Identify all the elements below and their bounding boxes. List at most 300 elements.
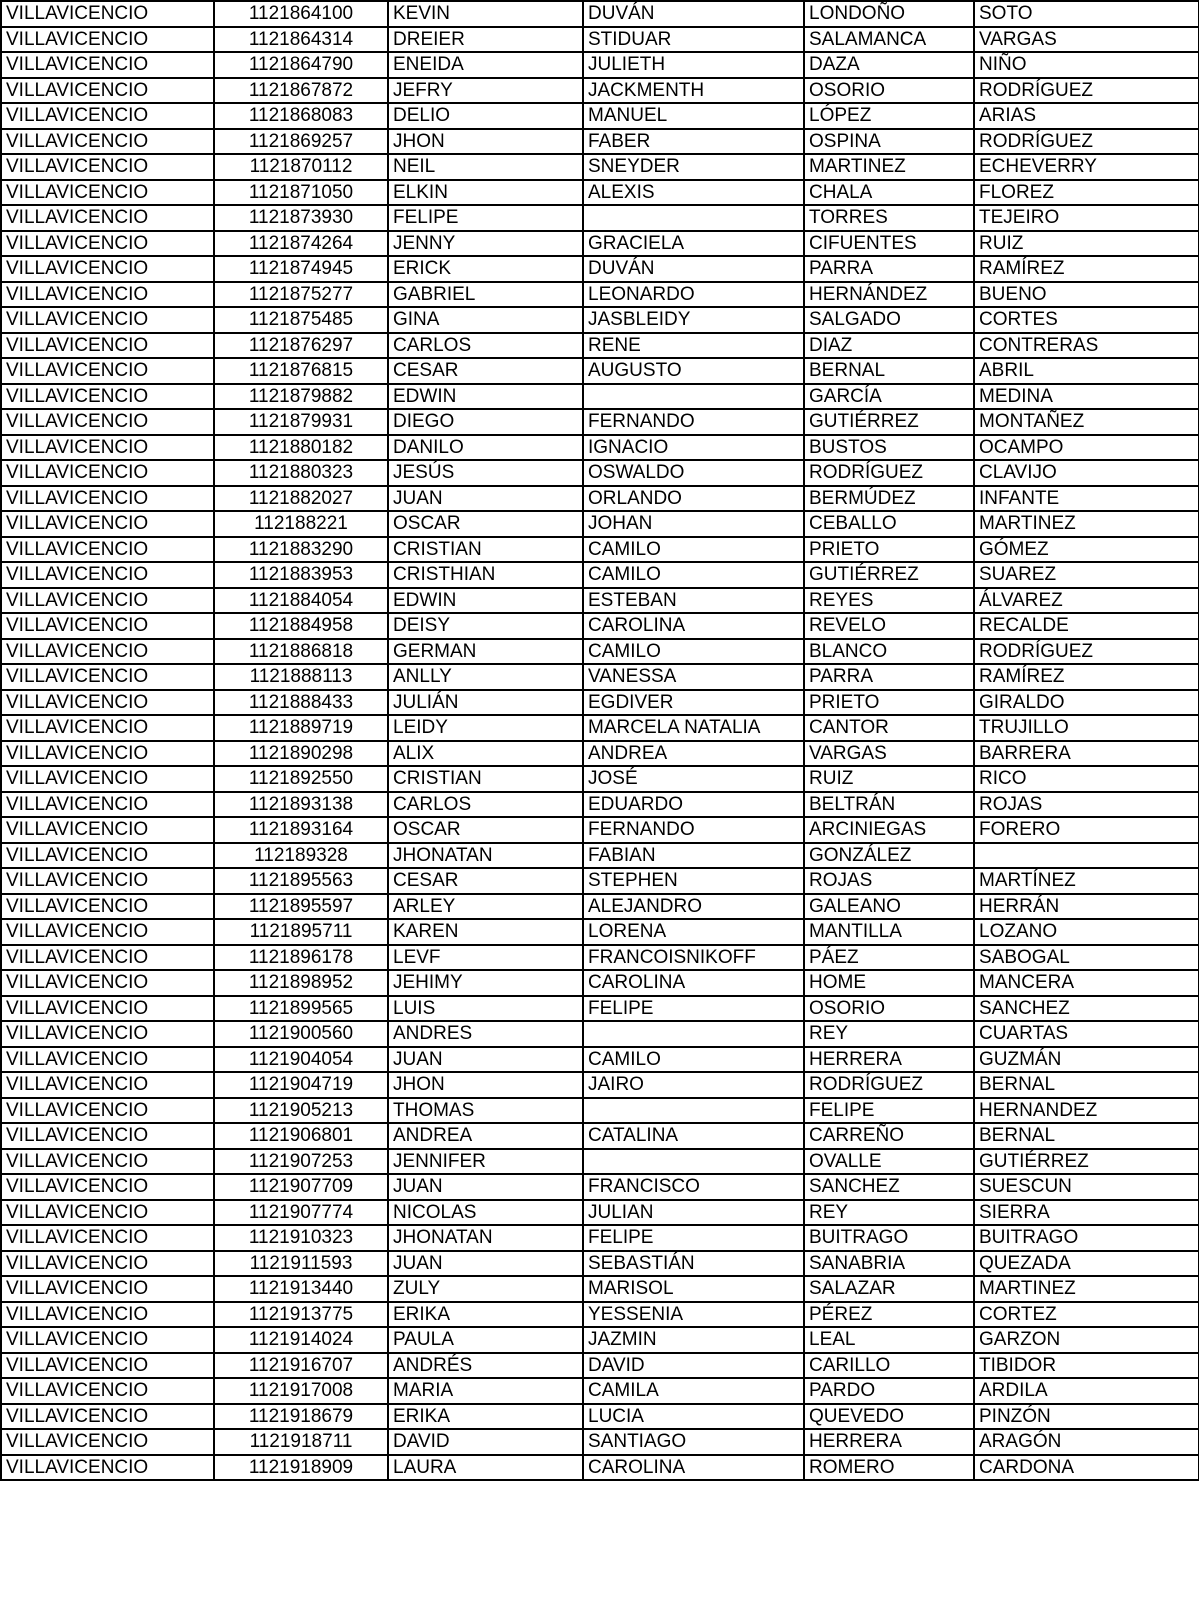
second-surname-cell: CARDONA [974,1455,1199,1481]
city-cell: VILLAVICENCIO [1,766,214,792]
first-name-cell: OSCAR [388,511,583,537]
middle-name-cell: ALEJANDRO [583,894,804,920]
id-number-cell: 1121874264 [214,231,388,257]
second-surname-cell: HERRÁN [974,894,1199,920]
city-cell: VILLAVICENCIO [1,180,214,206]
second-surname-cell: SUESCUN [974,1174,1199,1200]
table-row [1,1251,1199,1277]
first-surname-cell: DAZA [804,52,974,78]
id-number-cell: 1121879882 [214,384,388,410]
table-row [1,1225,1199,1251]
first-name-cell: ERIKA [388,1404,583,1430]
table-row [1,792,1199,818]
first-surname-cell: RODRÍGUEZ [804,460,974,486]
city-cell: VILLAVICENCIO [1,460,214,486]
second-surname-cell: BARRERA [974,741,1199,767]
id-number-cell: 1121898952 [214,970,388,996]
second-surname-cell: MONTAÑEZ [974,409,1199,435]
middle-name-cell: STEPHEN [583,868,804,894]
second-surname-cell: ÁLVAREZ [974,588,1199,614]
id-number-cell: 1121890298 [214,741,388,767]
first-name-cell: ANDREA [388,1123,583,1149]
middle-name-cell: DAVID [583,1353,804,1379]
first-surname-cell: SALAZAR [804,1276,974,1302]
city-cell: VILLAVICENCIO [1,868,214,894]
second-surname-cell: ARAGÓN [974,1429,1199,1455]
middle-name-cell: DUVÁN [583,1,804,27]
id-number-cell: 1121904719 [214,1072,388,1098]
city-cell: VILLAVICENCIO [1,154,214,180]
id-number-cell: 1121907774 [214,1200,388,1226]
table-row [1,1047,1199,1073]
middle-name-cell: ORLANDO [583,486,804,512]
first-name-cell: JENNIFER [388,1149,583,1175]
first-surname-cell: PRIETO [804,690,974,716]
table-row [1,894,1199,920]
city-cell: VILLAVICENCIO [1,894,214,920]
id-number-cell: 1121864790 [214,52,388,78]
id-number-cell: 1121904054 [214,1047,388,1073]
middle-name-cell [583,1021,804,1047]
first-name-cell: DEISY [388,613,583,639]
id-number-cell: 1121896178 [214,945,388,971]
city-cell: VILLAVICENCIO [1,1072,214,1098]
middle-name-cell: LEONARDO [583,282,804,308]
id-number-cell: 1121884958 [214,613,388,639]
table-row [1,1174,1199,1200]
second-surname-cell: BUENO [974,282,1199,308]
id-number-cell: 1121918909 [214,1455,388,1481]
middle-name-cell: JAIRO [583,1072,804,1098]
id-number-cell: 1121913440 [214,1276,388,1302]
table-row [1,78,1199,104]
table-row [1,1276,1199,1302]
second-surname-cell: CUARTAS [974,1021,1199,1047]
middle-name-cell: CAMILO [583,1047,804,1073]
first-surname-cell: GUTIÉRREZ [804,409,974,435]
middle-name-cell: CAMILO [583,562,804,588]
second-surname-cell: TEJEIRO [974,205,1199,231]
city-cell: VILLAVICENCIO [1,613,214,639]
first-name-cell: LAURA [388,1455,583,1481]
second-surname-cell: RODRÍGUEZ [974,78,1199,104]
city-cell: VILLAVICENCIO [1,1251,214,1277]
first-name-cell: LUIS [388,996,583,1022]
city-cell: VILLAVICENCIO [1,690,214,716]
first-name-cell: DIEGO [388,409,583,435]
city-cell: VILLAVICENCIO [1,511,214,537]
city-cell: VILLAVICENCIO [1,27,214,53]
id-number-cell: 1121918711 [214,1429,388,1455]
table-row [1,1404,1199,1430]
middle-name-cell: CATALINA [583,1123,804,1149]
table-row [1,1149,1199,1175]
middle-name-cell: LORENA [583,919,804,945]
city-cell: VILLAVICENCIO [1,231,214,257]
table-row [1,1098,1199,1124]
middle-name-cell: JOHAN [583,511,804,537]
second-surname-cell: OCAMPO [974,435,1199,461]
table-row [1,613,1199,639]
table-row [1,919,1199,945]
second-surname-cell: RODRÍGUEZ [974,129,1199,155]
first-name-cell: JUAN [388,1174,583,1200]
table-row [1,970,1199,996]
first-surname-cell: LONDOÑO [804,1,974,27]
second-surname-cell: BERNAL [974,1123,1199,1149]
city-cell: VILLAVICENCIO [1,843,214,869]
table-row [1,231,1199,257]
city-cell: VILLAVICENCIO [1,588,214,614]
city-cell: VILLAVICENCIO [1,256,214,282]
middle-name-cell [583,384,804,410]
first-surname-cell: SANABRIA [804,1251,974,1277]
first-name-cell: CARLOS [388,333,583,359]
second-surname-cell: RODRÍGUEZ [974,639,1199,665]
middle-name-cell: YESSENIA [583,1302,804,1328]
second-surname-cell [974,843,1199,869]
table-row [1,1,1199,27]
first-name-cell: JEFRY [388,78,583,104]
middle-name-cell: STIDUAR [583,27,804,53]
first-surname-cell: OSORIO [804,78,974,104]
table-row [1,511,1199,537]
first-surname-cell: RODRÍGUEZ [804,1072,974,1098]
second-surname-cell: BERNAL [974,1072,1199,1098]
id-number-cell: 1121892550 [214,766,388,792]
second-surname-cell: RAMÍREZ [974,664,1199,690]
city-cell: VILLAVICENCIO [1,1,214,27]
first-name-cell: GABRIEL [388,282,583,308]
second-surname-cell: SIERRA [974,1200,1199,1226]
first-surname-cell: PARRA [804,256,974,282]
first-surname-cell: DIAZ [804,333,974,359]
first-name-cell: JHONATAN [388,1225,583,1251]
middle-name-cell: JACKMENTH [583,78,804,104]
first-name-cell: MARIA [388,1378,583,1404]
first-surname-cell: CEBALLO [804,511,974,537]
id-number-cell: 1121895563 [214,868,388,894]
id-number-cell: 1121886818 [214,639,388,665]
first-surname-cell: REY [804,1200,974,1226]
middle-name-cell: DUVÁN [583,256,804,282]
id-number-cell: 1121906801 [214,1123,388,1149]
records-body [1,1,1199,1480]
id-number-cell: 112189328 [214,843,388,869]
second-surname-cell: CONTRERAS [974,333,1199,359]
city-cell: VILLAVICENCIO [1,562,214,588]
id-number-cell: 1121905213 [214,1098,388,1124]
city-cell: VILLAVICENCIO [1,1149,214,1175]
id-number-cell: 1121913775 [214,1302,388,1328]
table-row [1,1353,1199,1379]
second-surname-cell: ROJAS [974,792,1199,818]
first-name-cell: PAULA [388,1327,583,1353]
first-surname-cell: PRIETO [804,537,974,563]
table-row [1,843,1199,869]
city-cell: VILLAVICENCIO [1,205,214,231]
second-surname-cell: GUTIÉRREZ [974,1149,1199,1175]
table-row [1,307,1199,333]
first-surname-cell: GUTIÉRREZ [804,562,974,588]
table-row [1,460,1199,486]
first-name-cell: JESÚS [388,460,583,486]
first-name-cell: LEVF [388,945,583,971]
first-surname-cell: BUITRAGO [804,1225,974,1251]
city-cell: VILLAVICENCIO [1,639,214,665]
first-name-cell: ALIX [388,741,583,767]
table-row [1,180,1199,206]
city-cell: VILLAVICENCIO [1,970,214,996]
middle-name-cell: IGNACIO [583,435,804,461]
id-number-cell: 1121879931 [214,409,388,435]
city-cell: VILLAVICENCIO [1,1302,214,1328]
first-surname-cell: TORRES [804,205,974,231]
city-cell: VILLAVICENCIO [1,996,214,1022]
first-surname-cell: CANTOR [804,715,974,741]
city-cell: VILLAVICENCIO [1,129,214,155]
id-number-cell: 1121873930 [214,205,388,231]
middle-name-cell: CAROLINA [583,1455,804,1481]
middle-name-cell: CAMILO [583,639,804,665]
id-number-cell: 1121895711 [214,919,388,945]
id-number-cell: 1121883953 [214,562,388,588]
table-row [1,817,1199,843]
first-name-cell: FELIPE [388,205,583,231]
table-row [1,996,1199,1022]
first-name-cell: EDWIN [388,588,583,614]
id-number-cell: 1121918679 [214,1404,388,1430]
id-number-cell: 1121899565 [214,996,388,1022]
city-cell: VILLAVICENCIO [1,715,214,741]
first-name-cell: OSCAR [388,817,583,843]
id-number-cell: 1121871050 [214,180,388,206]
second-surname-cell: MARTÍNEZ [974,868,1199,894]
middle-name-cell: JULIETH [583,52,804,78]
first-name-cell: NEIL [388,154,583,180]
second-surname-cell: CORTEZ [974,1302,1199,1328]
table-row [1,129,1199,155]
middle-name-cell: FABIAN [583,843,804,869]
second-surname-cell: MANCERA [974,970,1199,996]
first-surname-cell: OVALLE [804,1149,974,1175]
table-row [1,639,1199,665]
first-name-cell: DAVID [388,1429,583,1455]
id-number-cell: 1121895597 [214,894,388,920]
first-surname-cell: BLANCO [804,639,974,665]
second-surname-cell: FORERO [974,817,1199,843]
second-surname-cell: CLAVIJO [974,460,1199,486]
city-cell: VILLAVICENCIO [1,1200,214,1226]
id-number-cell: 1121875485 [214,307,388,333]
first-name-cell: ENEIDA [388,52,583,78]
middle-name-cell: CAMILO [583,537,804,563]
first-name-cell: JENNY [388,231,583,257]
table-row [1,1200,1199,1226]
second-surname-cell: INFANTE [974,486,1199,512]
city-cell: VILLAVICENCIO [1,409,214,435]
table-row [1,588,1199,614]
second-surname-cell: NIÑO [974,52,1199,78]
first-surname-cell: HOME [804,970,974,996]
middle-name-cell: JASBLEIDY [583,307,804,333]
middle-name-cell: JULIAN [583,1200,804,1226]
middle-name-cell: GRACIELA [583,231,804,257]
id-number-cell: 1121914024 [214,1327,388,1353]
first-name-cell: CRISTIAN [388,766,583,792]
table-row [1,741,1199,767]
middle-name-cell: FABER [583,129,804,155]
first-surname-cell: REY [804,1021,974,1047]
table-row [1,1378,1199,1404]
table-row [1,154,1199,180]
id-number-cell: 1121917008 [214,1378,388,1404]
id-number-cell: 1121884054 [214,588,388,614]
second-surname-cell: TRUJILLO [974,715,1199,741]
middle-name-cell: FERNANDO [583,817,804,843]
first-name-cell: ERIKA [388,1302,583,1328]
middle-name-cell: ANDREA [583,741,804,767]
first-surname-cell: PÉREZ [804,1302,974,1328]
first-name-cell: JUAN [388,1047,583,1073]
first-surname-cell: CARILLO [804,1353,974,1379]
city-cell: VILLAVICENCIO [1,1047,214,1073]
first-name-cell: KAREN [388,919,583,945]
second-surname-cell: GUZMÁN [974,1047,1199,1073]
city-cell: VILLAVICENCIO [1,664,214,690]
table-row [1,1327,1199,1353]
id-number-cell: 1121864314 [214,27,388,53]
first-surname-cell: VARGAS [804,741,974,767]
second-surname-cell: LOZANO [974,919,1199,945]
city-cell: VILLAVICENCIO [1,282,214,308]
id-number-cell: 1121864100 [214,1,388,27]
city-cell: VILLAVICENCIO [1,1404,214,1430]
first-surname-cell: ARCINIEGAS [804,817,974,843]
second-surname-cell: HERNANDEZ [974,1098,1199,1124]
city-cell: VILLAVICENCIO [1,537,214,563]
first-surname-cell: REYES [804,588,974,614]
first-name-cell: KEVIN [388,1,583,27]
second-surname-cell: PINZÓN [974,1404,1199,1430]
middle-name-cell [583,1098,804,1124]
first-surname-cell: SALGADO [804,307,974,333]
first-name-cell: CESAR [388,358,583,384]
table-row [1,766,1199,792]
id-number-cell: 1121876297 [214,333,388,359]
second-surname-cell: GÓMEZ [974,537,1199,563]
city-cell: VILLAVICENCIO [1,1429,214,1455]
second-surname-cell: SOTO [974,1,1199,27]
city-cell: VILLAVICENCIO [1,1327,214,1353]
city-cell: VILLAVICENCIO [1,486,214,512]
table-row [1,690,1199,716]
city-cell: VILLAVICENCIO [1,792,214,818]
id-number-cell: 1121907253 [214,1149,388,1175]
first-name-cell: ANDRÉS [388,1353,583,1379]
first-name-cell: CARLOS [388,792,583,818]
city-cell: VILLAVICENCIO [1,435,214,461]
table-row [1,1021,1199,1047]
first-surname-cell: GARCÍA [804,384,974,410]
middle-name-cell: EGDIVER [583,690,804,716]
city-cell: VILLAVICENCIO [1,1123,214,1149]
first-surname-cell: ROMERO [804,1455,974,1481]
first-surname-cell: QUEVEDO [804,1404,974,1430]
city-cell: VILLAVICENCIO [1,384,214,410]
first-name-cell: DANILO [388,435,583,461]
id-number-cell: 1121882027 [214,486,388,512]
city-cell: VILLAVICENCIO [1,1353,214,1379]
first-surname-cell: GALEANO [804,894,974,920]
middle-name-cell: LUCIA [583,1404,804,1430]
table-row [1,384,1199,410]
table-row [1,715,1199,741]
first-surname-cell: OSPINA [804,129,974,155]
middle-name-cell: FRANCOISNIKOFF [583,945,804,971]
second-surname-cell: RAMÍREZ [974,256,1199,282]
second-surname-cell: ECHEVERRY [974,154,1199,180]
first-name-cell: ARLEY [388,894,583,920]
city-cell: VILLAVICENCIO [1,1174,214,1200]
city-cell: VILLAVICENCIO [1,741,214,767]
first-surname-cell: CARREÑO [804,1123,974,1149]
second-surname-cell: GARZON [974,1327,1199,1353]
first-name-cell: CRISTIAN [388,537,583,563]
first-surname-cell: SANCHEZ [804,1174,974,1200]
first-name-cell: JUAN [388,486,583,512]
table-row [1,1072,1199,1098]
id-number-cell: 1121911593 [214,1251,388,1277]
middle-name-cell: MANUEL [583,103,804,129]
city-cell: VILLAVICENCIO [1,52,214,78]
first-name-cell: JHONATAN [388,843,583,869]
middle-name-cell: MARISOL [583,1276,804,1302]
second-surname-cell: SANCHEZ [974,996,1199,1022]
middle-name-cell: AUGUSTO [583,358,804,384]
table-row [1,409,1199,435]
table-row [1,1429,1199,1455]
first-name-cell: GERMAN [388,639,583,665]
middle-name-cell: OSWALDO [583,460,804,486]
first-surname-cell: PARRA [804,664,974,690]
first-name-cell: JEHIMY [388,970,583,996]
table-row [1,1123,1199,1149]
first-surname-cell: MARTINEZ [804,154,974,180]
second-surname-cell: SUAREZ [974,562,1199,588]
id-number-cell: 1121893164 [214,817,388,843]
id-number-cell: 1121888433 [214,690,388,716]
first-surname-cell: FELIPE [804,1098,974,1124]
middle-name-cell: ESTEBAN [583,588,804,614]
middle-name-cell: CAMILA [583,1378,804,1404]
second-surname-cell: SABOGAL [974,945,1199,971]
id-number-cell: 1121880323 [214,460,388,486]
city-cell: VILLAVICENCIO [1,1098,214,1124]
table-row [1,664,1199,690]
middle-name-cell: MARCELA NATALIA [583,715,804,741]
id-number-cell: 1121874945 [214,256,388,282]
table-row [1,205,1199,231]
table-row [1,52,1199,78]
middle-name-cell: FELIPE [583,1225,804,1251]
first-name-cell: JUAN [388,1251,583,1277]
id-number-cell: 1121916707 [214,1353,388,1379]
city-cell: VILLAVICENCIO [1,919,214,945]
id-number-cell: 1121869257 [214,129,388,155]
first-surname-cell: HERRERA [804,1429,974,1455]
id-number-cell: 1121880182 [214,435,388,461]
